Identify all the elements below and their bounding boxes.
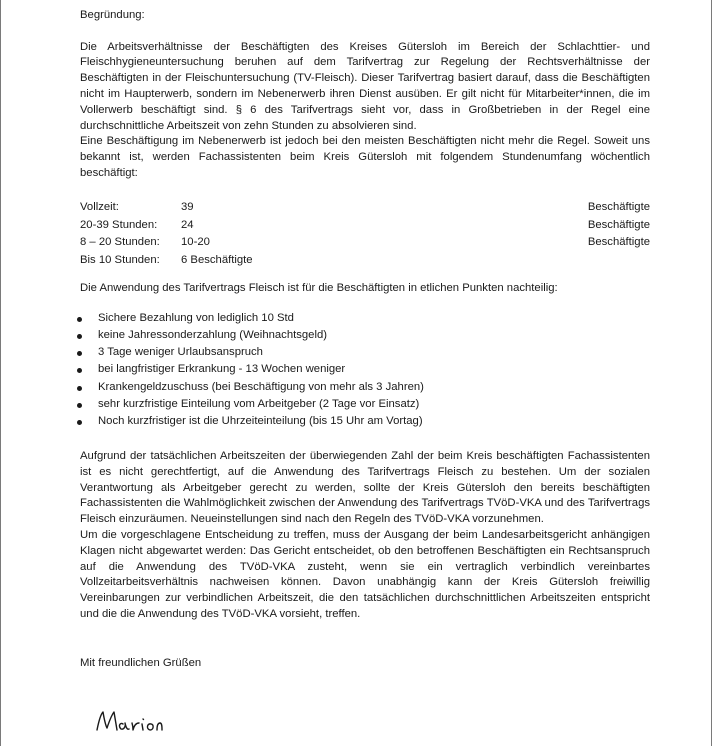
list-item: Sichere Bezahlung von lediglich 10 Std (80, 311, 650, 328)
list-item: keine Jahressonderzahlung (Weihnachtsgeld) (80, 328, 650, 345)
hours-count: 39 (181, 200, 194, 213)
hours-count: 24 (181, 218, 194, 231)
hours-unit: Beschäftigte (587, 218, 650, 231)
list-item: Noch kurzfristiger ist die Uhrzeiteinteilung (bis 15 Uhr am Vortag) (80, 414, 650, 431)
paragraph-tarifvertrag: Die Arbeitsverhältnisse der Beschäftigten des Kreises Gütersloh im Bereich der Schlachttier- und Fleischhygieneuntersuchung beruhen auf dem Tarifvertrag zur Regelung der Rechtsverhältnisse der Beschäftigten in der Fleischuntersuchung (TV-Fleisch). Dieser Tarifvertrag basiert darauf, dass die Beschäftigten nicht im Haupterwerb, sondern im Nebenerwerb ihren Dienst ausüben. Er gilt nicht für Mitarbeiter*innen, die im Vollerwerb beschäftigt sind. § 6 des Tarifvertrags sieht vor, dass in Großbetrieben in der Regel eine durchschnittliche Arbeitszeit von zehn Stunden zu absolvieren sind. (80, 40, 650, 132)
section-heading: Begründung: (80, 9, 145, 21)
table-row (80, 218, 650, 236)
list-item: Krankengeldzuschuss (bei Beschäftigung von mehr als 3 Jahren) (80, 380, 650, 397)
list-intro: Die Anwendung des Tarifvertrags Fleisch ist für die Beschäftigten in etlichen Punkten nachteilig: (80, 281, 558, 294)
list-item: bei langfristiger Erkrankung - 13 Wochen weniger (80, 362, 650, 379)
hours-unit: Beschäftigte (587, 236, 650, 249)
document-body (80, 8, 650, 672)
paragraph-wahlmoeglichkeit: Aufgrund der tatsächlichen Arbeitszeiten der überwiegenden Zahl der beim Kreis beschäftigten Fachassistenten ist es nicht gerechtfertigt, auf die Anwendung des Tarifvertrags Fleisch zu bestehen. Um der sozialen Verantwortung als Arbeitgeber gerecht zu werden, sollte der Kreis Gütersloh den bereits beschäftigten Fachassistenten die Wahlmöglichkeit zwischen der Anwendung des Tarifvertrags TVöD-VKA und des Tarifvertrags Fleisch einzuräumen. Neueinstellungen sind nach den Regeln des TVöD-VKA vorzunehmen. (80, 450, 650, 526)
hours-count: 6 Beschäftigte (181, 254, 253, 267)
table-row (80, 235, 650, 253)
hours-label: 20-39 Stunden: (80, 218, 158, 231)
table-row (80, 253, 650, 271)
list-item: sehr kurzfristige Einteilung vom Arbeitgeber (2 Tage vor Einsatz) (80, 397, 650, 414)
disadvantages-list (80, 311, 650, 431)
hours-count: 10-20 (181, 236, 210, 249)
list-item: 3 Tage weniger Urlaubsanspruch (80, 345, 650, 362)
signature-image (15, 700, 165, 740)
hours-label: 8 – 20 Stunden: (80, 236, 160, 249)
hours-table (80, 200, 650, 271)
hours-label: Vollzeit: (80, 200, 119, 213)
table-row (80, 200, 650, 218)
paragraph-landesarbeitsgericht: Um die vorgeschlagene Entscheidung zu treffen, muss der Ausgang der beim Landesarbeitsgericht anhängigen Klagen nicht abgewartet werden: Das Gericht entscheidet, ob den betroffenen Beschäftigten ein Rechtsanspruch auf die Anwendung des TVöD-VKA zusteht, wenn sie ein vertraglich verbindlich vereinbartes Vollzeitarbeitsverhältnis nachweisen können. Davon unabhängig kann der Kreis Gütersloh freiwillig Vereinbarungen zur verbindlichen Arbeitszeit, die den tatsächlichen durchschnittlichen Arbeitszeiten entspricht und die die Anwendung des TVöD-VKA vorsieht, treffen. (80, 529, 650, 621)
closing-greeting: Mit freundlichen Grüßen (80, 656, 202, 669)
hours-unit: Beschäftigte (587, 200, 650, 213)
paragraph-nebenerwerb: Eine Beschäftigung im Nebenerwerb ist jedoch bei den meisten Beschäftigten nicht mehr die Regel. Soweit uns bekannt ist, werden Fachassistenten beim Kreis Gütersloh mit folgendem Stundenumfang wöchentlich beschäftigt: (80, 135, 650, 179)
hours-label: Bis 10 Stunden: (80, 254, 160, 267)
